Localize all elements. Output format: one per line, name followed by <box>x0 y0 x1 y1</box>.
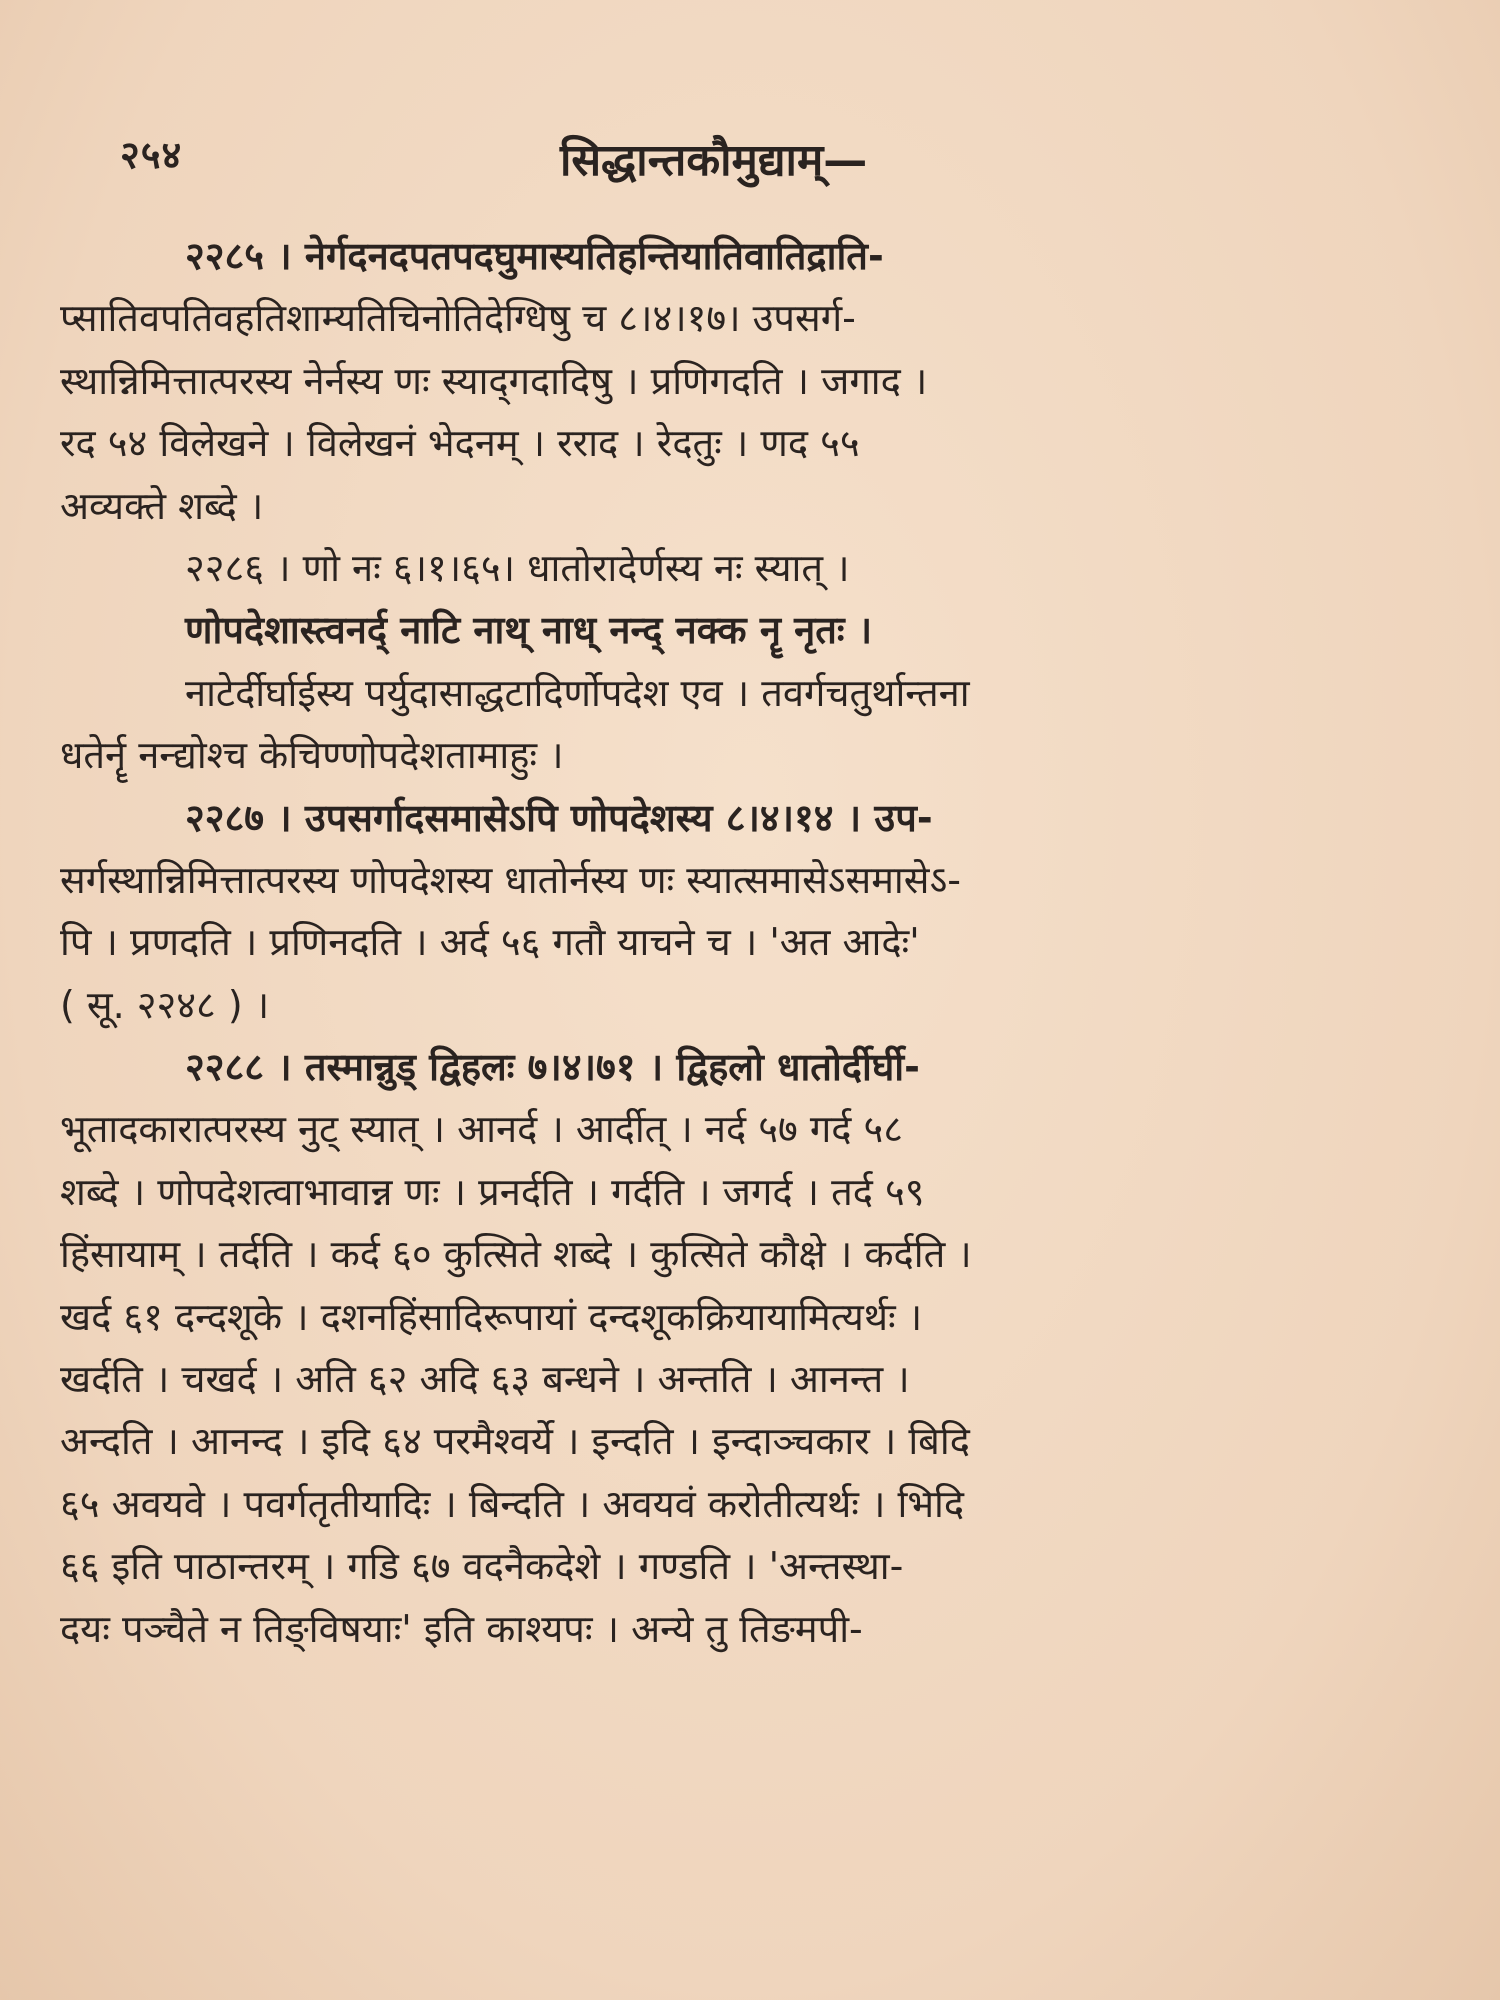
verse-line: णोपदेशास्त्वनर्द् नाटि नाथ् नाध् नन्द् नक्क नॄ नृतः । <box>185 608 873 653</box>
text-line: रद ५४ विलेखने । विलेखनं भेदनम् । रराद । रेदतुः । णद ५५ <box>60 421 860 466</box>
running-title: सिद्धान्तकौमुद्याम्— <box>560 135 868 186</box>
text-line: अन्दति । आनन्द । इदि ६४ परमैश्वर्ये । इन्दति । इन्दाञ्चकार । बिदि <box>60 1419 970 1464</box>
text-line: ( सू. २२४८ ) । <box>60 982 270 1027</box>
text-line: खर्दति । चखर्द । अति ६२ अदि ६३ बन्धने । अन्तति । आनन्त । <box>60 1357 910 1402</box>
text-line: हिंसायाम् । तर्दति । कर्द ६० कुत्सिते शब्दे । कुत्सिते कौक्षे । कर्दति । <box>60 1232 972 1277</box>
text-line: प्सातिवपतिवहतिशाम्यतिचिनोतिदेग्धिषु च ८।४।१७। उपसर्ग- <box>60 296 856 341</box>
text-line: अव्यक्ते शब्दे । <box>60 483 264 528</box>
text-line: ६५ अवयवे । पवर्गतृतीयादिः । बिन्दति । अवयवं करोतीत्यर्थः । भिदि <box>60 1481 965 1526</box>
text-line: धतेर्नॄ नन्द्योश्च केचिण्णोपदेशतामाहुः । <box>60 733 564 778</box>
text-line: भूतादकारात्परस्य नुट् स्यात् । आनर्द । आर्दीत् । नर्द ५७ गर्द ५८ <box>60 1107 904 1152</box>
text-line: स्थान्निमित्तात्परस्य नेर्नस्य णः स्याद्‌गदादिषु । प्रणिगदति । जगाद । <box>60 358 928 403</box>
text-line: सर्गस्थान्निमित्तात्परस्य णोपदेशस्य धातोर्नस्य णः स्यात्समासेऽसमासेऽ- <box>60 857 961 902</box>
page-number: २५४ <box>120 133 183 177</box>
text-line: ६६ इति पाठान्तरम् । गडि ६७ वदनैकदेशे । गण्डति । 'अन्तस्था- <box>60 1544 904 1589</box>
sutra-2285-heading: २२८५ । नेर्गदनदपतपदघुमास्यतिहन्तियातिवातिद्राति- <box>185 234 884 278</box>
text-line: दयः पञ्चैते न तिङ्विषयाः' इति काश्यपः । अन्ये तु तिङमपी- <box>60 1606 863 1651</box>
sutra-2286-heading: २२८६ । णो नः ६।१।६५। धातोरादेर्णस्य नः स्यात् । <box>185 545 850 590</box>
sutra-2287-heading: २२८७ । उपसर्गादसमासेऽपि णोपदेशस्य ८।४।१४ । उप- <box>185 795 933 840</box>
text-line: पि । प्रणदति । प्रणिनदति । अर्द ५६ गतौ याचने च । 'अत आदेः' <box>60 920 920 965</box>
page-header <box>120 128 1400 188</box>
body-text <box>60 225 1455 1660</box>
text-line: खर्द ६१ दन्दशूके । दशनहिंसादिरूपायां दन्दशूकक्रियायामित्यर्थः । <box>60 1294 923 1339</box>
text-line: शब्दे । णोपदेशत्वाभावान्न णः । प्रनर्दति । गर्दति । जगर्द । तर्द ५९ <box>60 1169 925 1214</box>
text-line: नाटेर्दीर्घाईस्य पर्युदासाद्धटादिर्णोपदेश एव । तवर्गचतुर्थान्तना <box>185 670 970 715</box>
sutra-2288-heading: २२८८ । तस्मान्नुड् द्विहलः ७।४।७१ । द्विहलो धातोर्दीर्घी- <box>185 1045 920 1090</box>
